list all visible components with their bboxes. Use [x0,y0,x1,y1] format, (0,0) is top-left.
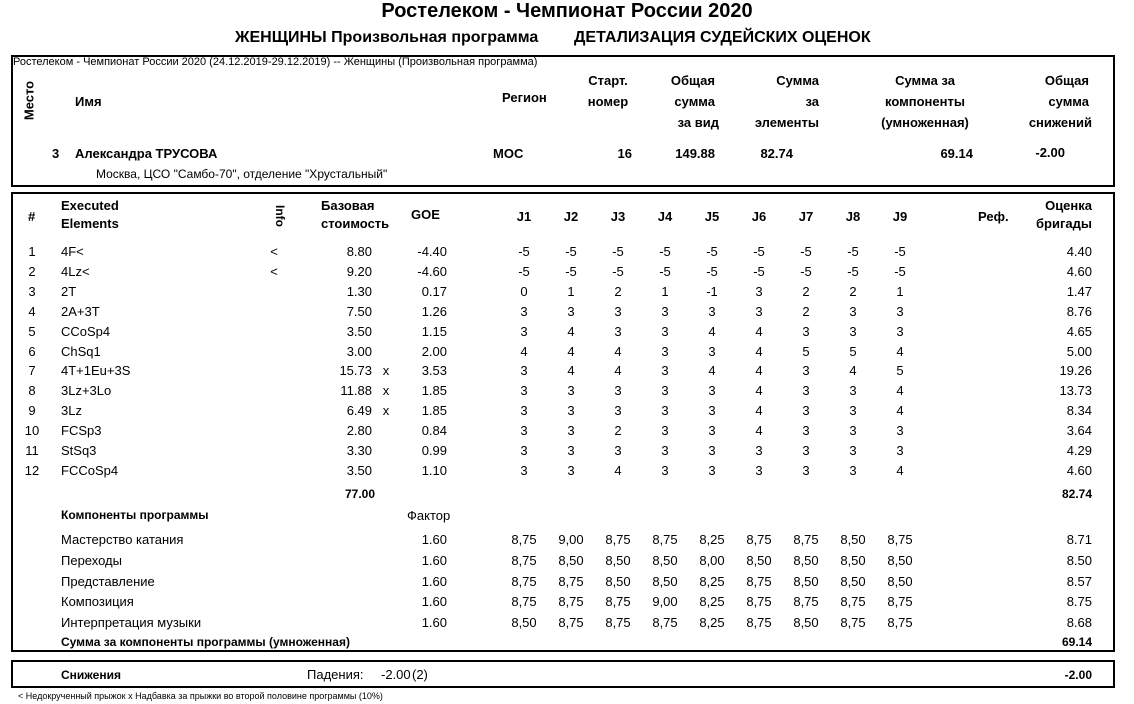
page-subtitle-program: ЖЕНЩИНЫ Произвольная программа [235,29,539,46]
element-judge-score: 4 [708,363,716,378]
element-judge-score: 1 [567,284,575,299]
element-judge-score: 3 [567,304,575,319]
component-score: 8.57 [1066,574,1092,589]
header-ded-2: сумма [1048,94,1089,109]
element-info: < [270,244,278,259]
component-factor: 1.60 [421,574,447,589]
component-judge-score: 8,75 [511,532,537,547]
deductions-total: -2.00 [1064,668,1092,682]
element-goe: 0.99 [421,443,447,458]
element-code: 2T [61,284,77,299]
element-judge-score: 3 [708,344,716,359]
component-judge-score: 8,75 [746,594,772,609]
element-judge-score: 3 [567,443,575,458]
col-header-judge: J7 [798,209,814,224]
element-judge-score: 3 [614,443,622,458]
col-header-score-1: Оценка [1045,198,1092,213]
element-num: 1 [28,244,36,259]
component-score: 8.50 [1066,553,1092,568]
components-total: 69.14 [1061,635,1092,649]
col-header-judge: J1 [516,209,532,224]
skater-club: Москва, ЦСО "Самбо-70", отделение "Хрустальный" [96,167,388,181]
falls-count: (2) [412,667,428,682]
element-num: 11 [25,443,39,458]
element-panel-score: 13.73 [1059,383,1092,398]
element-num: 12 [24,463,40,478]
component-judge-score: 8,50 [793,615,819,630]
element-judge-score: 3 [896,443,904,458]
element-judge-score: -5 [612,264,624,279]
component-judge-score: 8,50 [605,553,631,568]
col-header-goe: GOE [411,207,440,222]
element-goe: 3.53 [421,363,447,378]
element-code: 4Lz< [61,264,90,279]
element-base-value: 3.00 [346,344,372,359]
element-judge-score: 0 [520,284,528,299]
component-judge-score: 8,50 [746,553,772,568]
component-name: Переходы [61,553,122,568]
legend: < Недокрученный прыжок x Надбавка за прыжки во второй половине программы (10%) [18,691,383,701]
component-judge-score: 8,50 [605,574,631,589]
element-judge-score: 3 [755,304,763,319]
element-base-value: 1.30 [346,284,372,299]
element-code: FCCoSp4 [61,463,119,478]
component-judge-score: 8,50 [840,532,866,547]
element-base-value: 3.50 [346,324,372,339]
component-judge-score: 8,75 [793,594,819,609]
element-num: 7 [28,363,36,378]
component-judge-score: 8,75 [652,532,678,547]
col-header-judge: J4 [657,209,673,224]
element-panel-score: 5.00 [1066,344,1092,359]
col-header-judge: J5 [704,209,720,224]
element-panel-score: 4.65 [1066,324,1092,339]
element-goe: 2.00 [421,344,447,359]
element-judge-score: -5 [612,244,624,259]
element-judge-score: 5 [849,344,857,359]
header-name: Имя [75,94,102,109]
element-bonus-mark: x [382,383,390,398]
element-judge-score: -5 [565,244,577,259]
element-judge-score: 4 [896,344,904,359]
header-pcs-1: Сумма за [895,73,955,88]
component-judge-score: 8,50 [887,574,913,589]
components-total-label: Сумма за компоненты программы (умноженная) [61,635,350,649]
element-judge-score: 2 [802,304,810,319]
element-num: 6 [28,344,36,359]
element-code: 4T+1Eu+3S [61,363,131,378]
element-judge-score: 3 [708,383,716,398]
component-judge-score: 8,75 [605,594,631,609]
element-judge-score: 3 [849,304,857,319]
element-judge-score: 3 [802,443,810,458]
element-base-value: 3.50 [346,463,372,478]
element-judge-score: 3 [520,383,528,398]
element-judge-score: 1 [661,284,669,299]
component-judge-score: 8,75 [746,574,772,589]
element-judge-score: 3 [802,383,810,398]
element-judge-score: -5 [800,264,812,279]
element-judge-score: 3 [755,284,763,299]
element-judge-score: 4 [896,403,904,418]
skater-pcs: 69.14 [940,146,973,161]
element-judge-score: 3 [661,344,669,359]
element-judge-score: 4 [849,363,857,378]
element-panel-score: 19.26 [1059,363,1092,378]
header-total-3: за вид [677,115,719,130]
element-judge-score: 4 [755,423,763,438]
page-title: Ростелеком - Чемпионат России 2020 [381,0,753,22]
header-total-2: сумма [674,94,715,109]
element-judge-score: 3 [849,423,857,438]
col-header-exec-1: Executed [61,198,119,213]
component-score: 8.75 [1066,594,1092,609]
element-base-value: 8.80 [346,244,372,259]
col-header-base-1: Базовая [321,198,375,213]
element-judge-score: -1 [706,284,718,299]
component-judge-score: 8,75 [652,615,678,630]
element-goe: -4.60 [417,264,447,279]
element-judge-score: 3 [661,443,669,458]
component-judge-score: 8,75 [558,615,584,630]
element-code: 2A+3T [61,304,100,319]
element-judge-score: 4 [896,463,904,478]
element-code: 4F< [61,244,84,259]
element-goe: 1.85 [421,383,447,398]
component-judge-score: 8,75 [793,532,819,547]
deductions-box [11,660,1115,688]
element-num: 4 [28,304,36,319]
element-base-value: 7.50 [346,304,372,319]
element-judge-score: -5 [847,244,859,259]
skater-name: Александра ТРУСОВА [75,146,218,161]
header-region: Регион [502,90,547,105]
element-num: 10 [24,423,40,438]
element-goe: 0.17 [421,284,447,299]
element-goe: 1.26 [421,304,447,319]
header-pcs-3: (умноженная) [881,115,969,130]
element-judge-score: 4 [755,363,763,378]
component-judge-score: 8,75 [887,532,913,547]
element-panel-score: 1.47 [1066,284,1092,299]
header-ded-3: снижений [1028,115,1092,130]
element-judge-score: 3 [708,304,716,319]
element-panel-score: 4.60 [1066,264,1092,279]
header-total-1: Общая [670,73,715,88]
component-factor: 1.60 [421,553,447,568]
element-judge-score: -5 [753,244,765,259]
element-judge-score: -5 [800,244,812,259]
component-judge-score: 8,75 [887,594,913,609]
element-judge-score: -5 [659,264,671,279]
component-score: 8.71 [1066,532,1092,547]
element-judge-score: 3 [802,403,810,418]
element-goe: 1.15 [421,324,447,339]
col-header-judge: J8 [845,209,861,224]
component-name: Мастерство катания [61,532,184,547]
element-base-value: 11.88 [340,383,372,398]
component-factor: 1.60 [421,594,447,609]
element-judge-score: 3 [661,324,669,339]
element-judge-score: 3 [567,463,575,478]
col-header-info: Info [273,205,287,227]
element-panel-score: 8.34 [1066,403,1092,418]
skater-region: MOC [493,146,524,161]
col-header-num: # [28,209,36,224]
component-judge-score: 8,25 [699,574,725,589]
element-judge-score: 4 [755,383,763,398]
component-name: Интерпретация музыки [61,615,202,630]
element-judge-score: 3 [849,403,857,418]
header-pcs-2: компоненты [885,94,965,109]
element-panel-score: 4.40 [1066,244,1092,259]
component-judge-score: 8,50 [840,553,866,568]
element-goe: 0.84 [421,423,447,438]
element-judge-score: 3 [520,324,528,339]
element-judge-score: 4 [708,324,716,339]
skater-start-no: 16 [617,146,632,161]
element-judge-score: -5 [659,244,671,259]
page-subtitle-report: ДЕТАЛИЗАЦИЯ СУДЕЙСКИХ ОЦЕНОК [574,29,871,46]
col-header-ref: Реф. [978,209,1009,224]
element-judge-score: -5 [706,244,718,259]
deductions-label: Снижения [61,668,121,682]
element-judge-score: 3 [567,383,575,398]
element-judge-score: 3 [755,443,763,458]
component-judge-score: 8,75 [605,615,631,630]
header-ded-1: Общая [1044,73,1089,88]
element-judge-score: 3 [520,403,528,418]
header-start-1: Старт. [588,73,628,88]
element-judge-score: -5 [706,264,718,279]
col-header-judge: J3 [610,209,626,224]
component-judge-score: 8,25 [699,532,725,547]
element-code: 3Lz+3Lo [61,383,112,398]
element-base-value: 9.20 [346,264,372,279]
element-judge-score: 3 [614,403,622,418]
falls-value: -2.00 [381,667,411,682]
element-judge-score: 5 [802,344,810,359]
element-judge-score: 3 [896,324,904,339]
element-judge-score: 3 [708,463,716,478]
event-line: Ростелеком - Чемпионат России 2020 (24.12.2019-29.12.2019) -- Женщины (Произвольная программа) [13,56,538,68]
element-judge-score: 3 [849,443,857,458]
element-judge-score: 2 [802,284,810,299]
element-judge-score: 4 [614,463,622,478]
element-judge-score: 3 [614,304,622,319]
element-judge-score: -5 [518,244,530,259]
col-header-judge: J2 [563,209,579,224]
element-goe: 1.85 [421,403,447,418]
component-judge-score: 8,75 [511,594,537,609]
element-bonus-mark: x [382,403,390,418]
element-num: 2 [28,264,36,279]
element-panel-score: 4.60 [1066,463,1092,478]
col-header-base-2: стоимость [321,216,390,231]
element-judge-score: 4 [567,363,575,378]
component-judge-score: 8,50 [511,615,537,630]
col-header-exec-2: Elements [61,216,119,231]
element-judge-score: 4 [755,403,763,418]
component-judge-score: 8,75 [840,594,866,609]
component-factor: 1.60 [421,532,447,547]
element-judge-score: -5 [847,264,859,279]
element-judge-score: 2 [614,284,622,299]
header-place: Место [21,80,37,121]
element-judge-score: 3 [802,463,810,478]
element-judge-score: 3 [520,304,528,319]
skater-deductions: -2.00 [1035,145,1065,160]
element-num: 5 [28,324,36,339]
skater-tes: 82.74 [760,146,793,161]
element-judge-score: 3 [849,463,857,478]
element-judge-score: -5 [518,264,530,279]
element-judge-score: 3 [849,383,857,398]
element-judge-score: 3 [520,363,528,378]
component-judge-score: 8,50 [558,553,584,568]
header-tes-3: элементы [754,115,819,130]
element-judge-score: 4 [614,344,622,359]
element-goe: 1.10 [421,463,447,478]
element-code: CCoSp4 [61,324,111,339]
header-tes-2: за [805,94,819,109]
element-judge-score: 3 [755,463,763,478]
element-judge-score: 3 [802,324,810,339]
component-factor: 1.60 [421,615,447,630]
element-panel-score: 8.76 [1066,304,1092,319]
skater-place: 3 [52,146,60,161]
header-tes-1: Сумма [776,73,819,88]
element-judge-score: 3 [896,423,904,438]
element-num: 9 [28,403,36,418]
component-judge-score: 8,25 [699,594,725,609]
element-code: 3Lz [61,403,82,418]
element-judge-score: 3 [520,423,528,438]
element-info: < [270,264,278,279]
component-judge-score: 8,75 [887,615,913,630]
element-bonus-mark: x [382,363,390,378]
element-judge-score: 2 [849,284,857,299]
element-judge-score: 3 [708,443,716,458]
element-panel-score: 3.64 [1066,423,1092,438]
component-judge-score: 8,75 [605,532,631,547]
components-title: Компоненты программы [61,508,209,522]
element-judge-score: 4 [520,344,528,359]
element-num: 3 [28,284,36,299]
element-num: 8 [28,383,36,398]
elements-base-total: 77.00 [344,487,375,501]
component-judge-score: 8,50 [793,574,819,589]
element-judge-score: -5 [753,264,765,279]
element-code: ChSq1 [61,344,101,359]
element-judge-score: 3 [614,324,622,339]
element-judge-score: 2 [614,423,622,438]
component-judge-score: 8,75 [746,532,772,547]
element-goe: -4.40 [417,244,447,259]
element-judge-score: 3 [520,443,528,458]
component-judge-score: 9,00 [558,532,584,547]
col-header-judge: J9 [892,209,908,224]
component-name: Представление [61,574,155,589]
element-judge-score: 4 [567,324,575,339]
component-judge-score: 8,75 [840,615,866,630]
element-base-value: 6.49 [346,403,372,418]
component-judge-score: 8,00 [699,553,725,568]
element-judge-score: 3 [708,403,716,418]
element-judge-score: 3 [896,304,904,319]
element-judge-score: -5 [565,264,577,279]
element-judge-score: 3 [661,463,669,478]
element-judge-score: 3 [708,423,716,438]
element-code: StSq3 [61,443,97,458]
element-base-value: 15.73 [339,363,372,378]
element-judge-score: 3 [661,403,669,418]
element-judge-score: -5 [894,264,906,279]
element-judge-score: 3 [802,363,810,378]
element-judge-score: 3 [661,363,669,378]
element-judge-score: 3 [567,423,575,438]
element-judge-score: 3 [520,463,528,478]
header-start-2: номер [587,94,629,109]
col-header-score-2: бригады [1036,216,1092,231]
elements-score-total: 82.74 [1061,487,1092,501]
element-judge-score: 3 [802,423,810,438]
element-judge-score: 5 [896,363,904,378]
element-judge-score: 3 [661,383,669,398]
component-judge-score: 8,50 [652,574,678,589]
element-judge-score: 4 [614,363,622,378]
factor-label: Фактор [407,508,451,523]
element-judge-score: 3 [661,304,669,319]
component-score: 8.68 [1066,615,1092,630]
element-judge-score: 4 [567,344,575,359]
element-judge-score: 1 [896,284,904,299]
falls-label: Падения: [307,667,364,682]
element-judge-score: -5 [894,244,906,259]
component-judge-score: 8,50 [793,553,819,568]
component-judge-score: 8,75 [511,574,537,589]
element-judge-score: 4 [755,344,763,359]
component-judge-score: 8,50 [887,553,913,568]
component-judge-score: 8,50 [652,553,678,568]
element-judge-score: 4 [896,383,904,398]
element-judge-score: 3 [849,324,857,339]
element-panel-score: 4.29 [1066,443,1092,458]
component-judge-score: 8,50 [840,574,866,589]
component-judge-score: 8,75 [746,615,772,630]
skater-total: 149.88 [675,146,715,161]
component-name: Композиция [61,594,134,609]
element-base-value: 3.30 [346,443,372,458]
element-base-value: 2.80 [346,423,372,438]
element-judge-score: 3 [661,423,669,438]
component-judge-score: 8,75 [511,553,537,568]
element-judge-score: 4 [755,324,763,339]
component-judge-score: 9,00 [652,594,678,609]
element-judge-score: 3 [614,383,622,398]
component-judge-score: 8,25 [699,615,725,630]
element-judge-score: 3 [567,403,575,418]
component-judge-score: 8,75 [558,574,584,589]
col-header-judge: J6 [751,209,767,224]
component-judge-score: 8,75 [558,594,584,609]
element-code: FCSp3 [61,423,102,438]
